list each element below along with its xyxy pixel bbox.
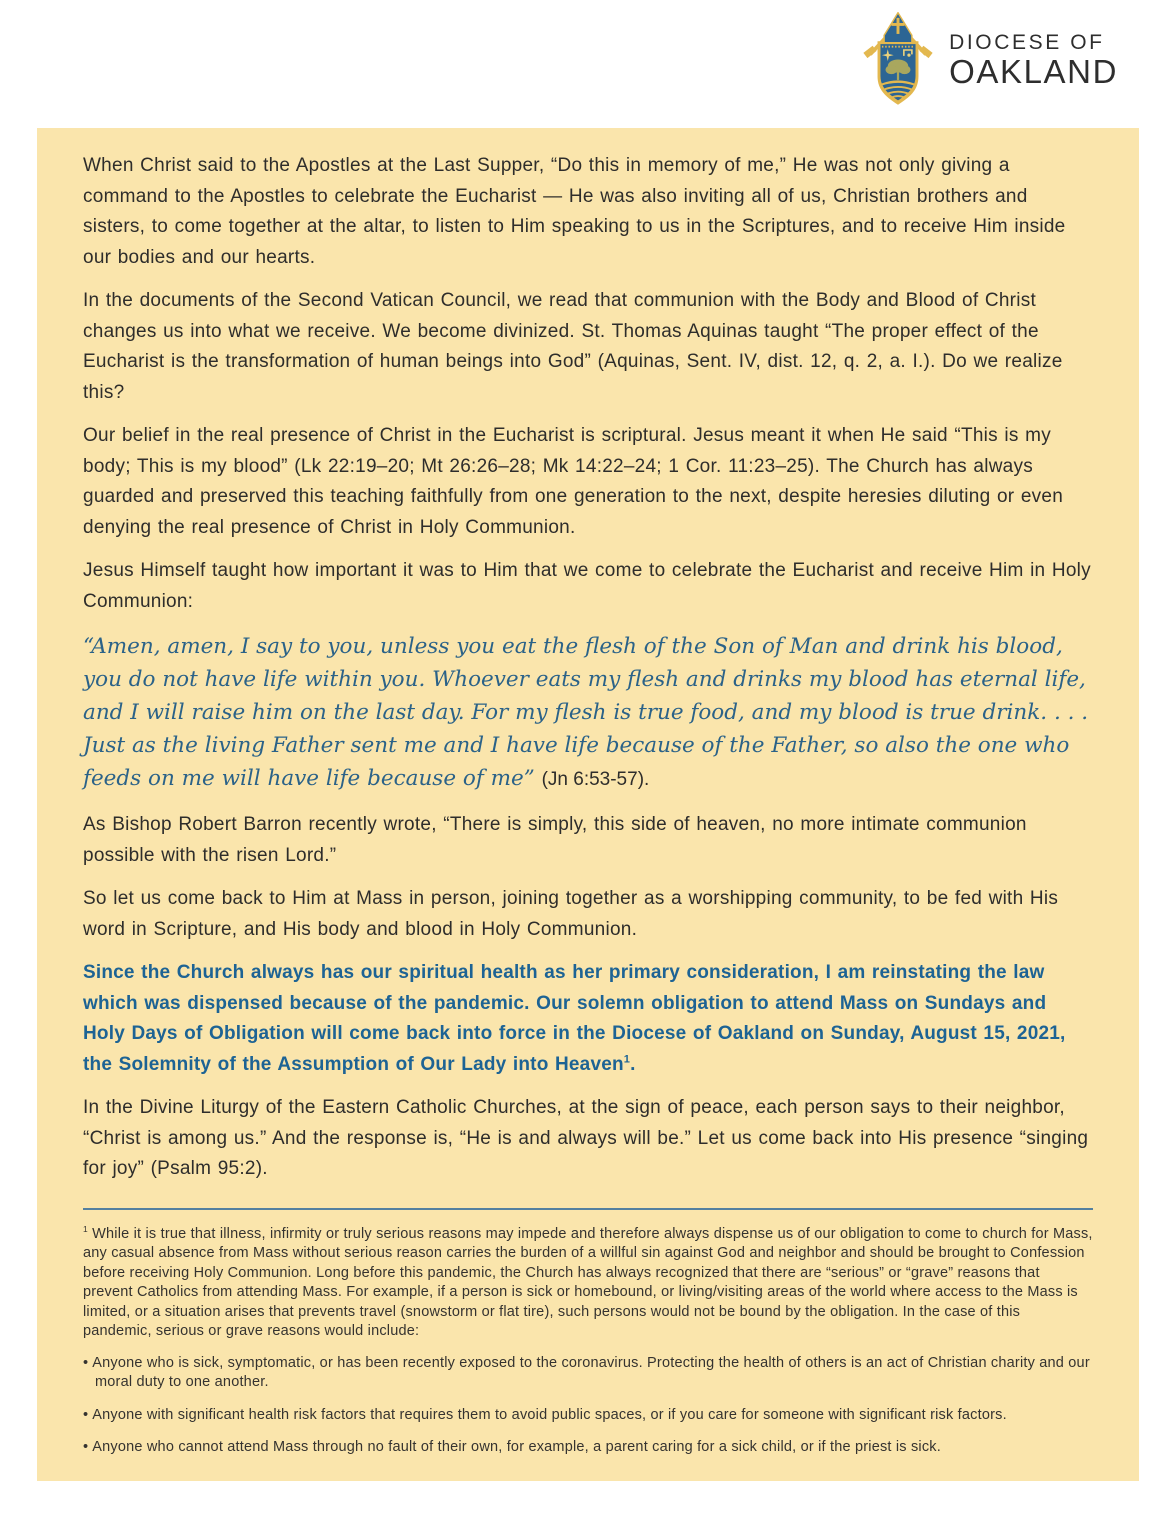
- emphasis-text: Since the Church always has our spiritual health as her primary consideration, I am reinstating the law which was dispensed because of the pandemic. Our solemn obligation to attend Mass on Sundays and Holy Days of Obligation will come back into force in the Diocese of Oakland on Sunday, August 15, 2021, the Solemnity of the Assumption of Our Lady into Heaven: [83, 962, 1066, 1075]
- scripture-quote-citation: (Jn 6:53-57).: [541, 769, 650, 790]
- emphasis-period: .: [630, 1053, 636, 1075]
- bullet-icon: •: [83, 1406, 89, 1423]
- footnote-reference-marker: 1: [623, 1053, 631, 1066]
- bullet-icon: •: [83, 1439, 89, 1455]
- footnote-bullet-text: Anyone with significant health risk factors that requires them to avoid public spaces, or if you care for someone with significant risk factors.: [92, 1406, 1007, 1423]
- body-paragraph: Jesus Himself taught how important it was to Him that we come to celebrate the Eucharist and receive Him in Holy Communion:: [83, 560, 1091, 612]
- body-paragraph: As Bishop Robert Barron recently wrote, “There is simply, this side of heaven, no more intimate communion possible with the risen Lord.”: [83, 814, 1027, 866]
- bullet-icon: •: [83, 1354, 89, 1371]
- footnote-bullet-item: [83, 1406, 1093, 1426]
- page-header: [860, 12, 1118, 107]
- footnote-marker: 1: [83, 1223, 88, 1234]
- footnote-divider: [83, 1208, 1093, 1210]
- footnote-bullet-item: [83, 1438, 1093, 1458]
- org-name-line1: DIOCESE OF: [949, 30, 1105, 54]
- body-paragraph: So let us come back to Him at Mass in person, joining together as a worshipping community, to be fed with His word in Scripture, and His body and blood in Holy Communion.: [83, 888, 1059, 940]
- footnote-text: While it is true that illness, infirmity or truly serious reasons may impede and therefore always dispense us of our obligation to come to church for Mass, any casual absence from Mass without serious reason carries the burden of a willful sin against God and neighbor and should be brought to Confession before receiving Holy Communion. Long before this pandemic, the Church has always recognized that there are “serious” or “grave” reasons that prevent Catholics from attending Mass. For example, if a person is sick or homebound, or living/visiting areas of the world where access to the Mass is limited, or a situation arises that prevents travel (snowstorm or flat tire), such persons would not be bound by the obligation. In the case of this pandemic, serious or grave reasons would include:: [83, 1225, 1093, 1339]
- scripture-quote-text: “Amen, amen, I say to you, unless you eat the flesh of the Son of Man and drink his blood, you do not have life within you. Whoever eats my flesh and drinks my blood has eternal life, and I will raise him on the last day. For my flesh is true food, and my blood is true drink. . . . Just as the living Father sent me and I have life because of the Father, so also the one who feeds on me will have life because of me”: [83, 634, 1089, 791]
- body-paragraph: Our belief in the real presence of Christ in the Eucharist is scriptural. Jesus meant it when He said “This is my body; This is my blood” (Lk 22:19–20; Mt 26:26–28; Mk 14:22–24; 1 Cor. 11:23–25). The Church has always guarded and preserved this teaching faithfully from one generation to the next, despite heresies diluting or even denying the real presence of Christ in Holy Communion.: [83, 425, 1064, 538]
- org-name-line2: OAKLAND: [949, 52, 1118, 90]
- footnote-bullet-item: [83, 1354, 1093, 1393]
- letter-panel: [37, 128, 1139, 1481]
- footnote-section: [83, 1225, 1093, 1458]
- body-paragraph: When Christ said to the Apostles at the Last Supper, “Do this in memory of me,” He was not only giving a command to the Apostles to celebrate the Eucharist — He was also inviting all of us, Christian brothers and sisters, to come together at the altar, to listen to Him speaking to us in the Scriptures, and to receive Him inside our bodies and our hearts.: [83, 155, 1066, 268]
- emphasis-paragraph: [83, 958, 1093, 1080]
- scripture-quote: [83, 630, 1093, 796]
- body-paragraph: In the documents of the Second Vatican Council, we read that communion with the Body and Blood of Christ changes us into what we receive. We become divinized. St. Thomas Aquinas taught “The proper effect of the Eucharist is the transformation of human beings into God” (Aquinas, Sent. IV, dist. 12, q. 2, a. I.). Do we realize this?: [83, 290, 1063, 403]
- org-name: [949, 31, 1118, 89]
- body-paragraph: In the Divine Liturgy of the Eastern Catholic Churches, at the sign of peace, each person says to their neighbor, “Christ is among us.” And the response is, “He is and always will be.” Let us come back into His presence “singing for joy” (Psalm 95:2).: [83, 1097, 1089, 1179]
- footnote-paragraph: [83, 1225, 1093, 1342]
- footnote-bullet-text: Anyone who is sick, symptomatic, or has been recently exposed to the coronavirus. Protecting the health of others is an act of Christian charity and our moral duty to one another.: [92, 1354, 1090, 1390]
- footnote-bullet-list: [83, 1354, 1093, 1458]
- footnote-bullet-text: Anyone who cannot attend Mass through no fault of their own, for example, a parent caring for a sick child, or if the priest is sick.: [92, 1439, 941, 1455]
- diocese-crest-icon: [860, 12, 936, 107]
